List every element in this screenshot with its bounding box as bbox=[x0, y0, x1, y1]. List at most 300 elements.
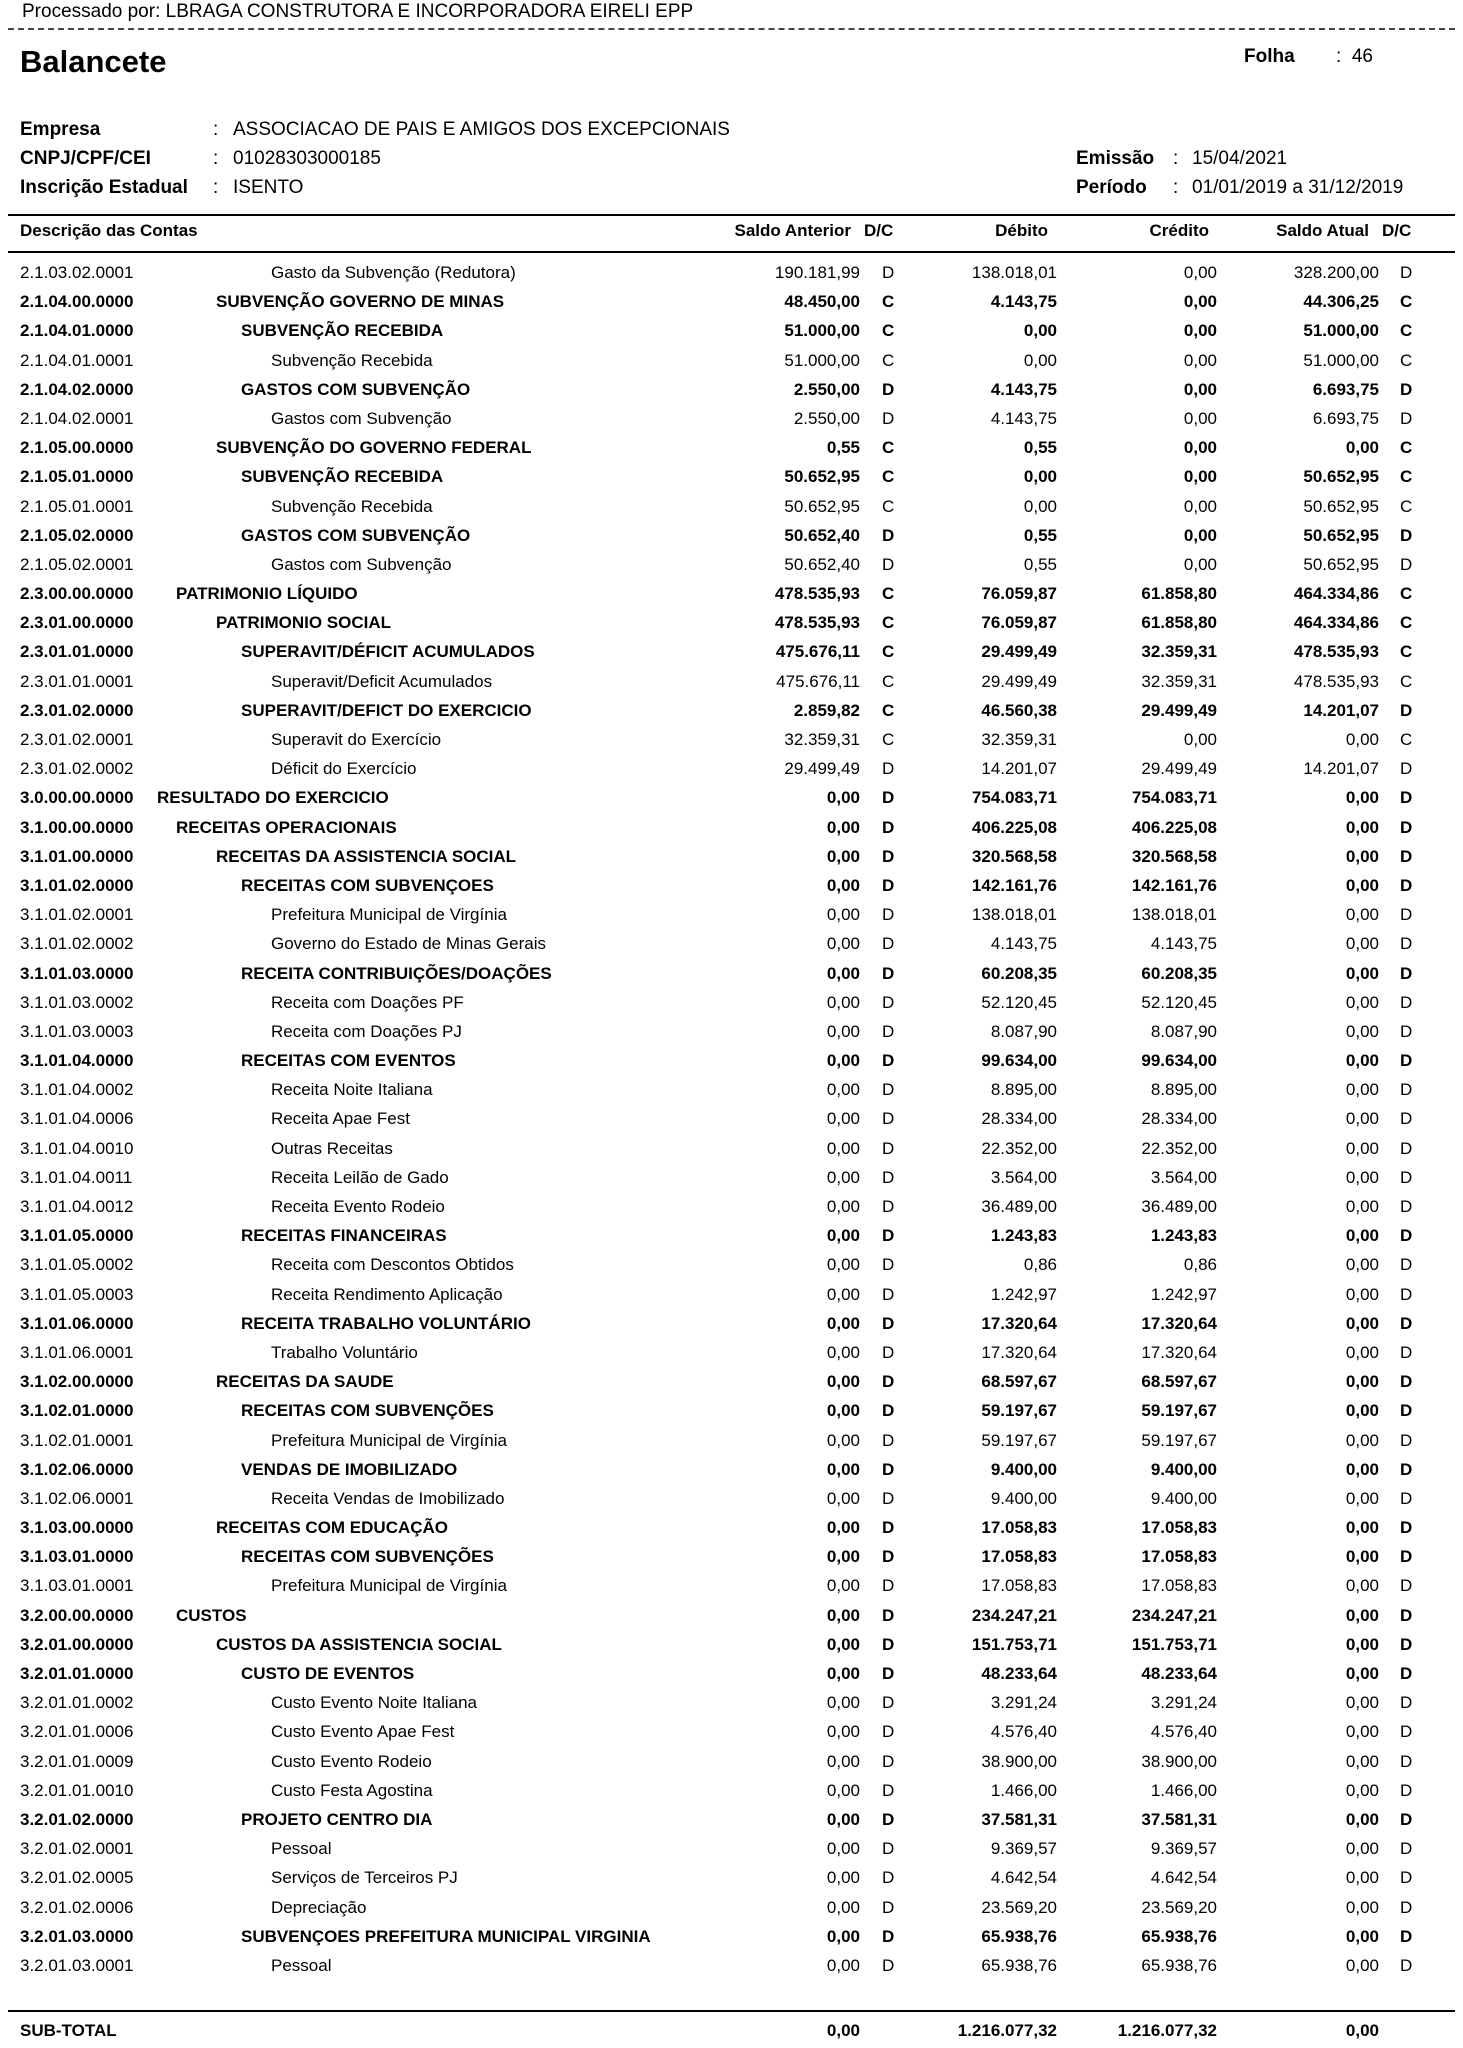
table-row bbox=[0, 1867, 1463, 1896]
dc-atual: C bbox=[1400, 496, 1413, 516]
credito: 59.197,67 bbox=[1141, 1401, 1217, 1421]
credito: 0,00 bbox=[1183, 496, 1217, 516]
subtotal-atual: 0,00 bbox=[1345, 2021, 1379, 2040]
account-description: RECEITAS COM SUBVENÇÕES bbox=[241, 1547, 494, 1567]
folha-value: : 46 bbox=[1336, 46, 1373, 67]
col-dc-2: D/C bbox=[1382, 221, 1412, 240]
dc-atual: D bbox=[1400, 1342, 1413, 1362]
account-code: 3.1.01.04.0006 bbox=[20, 1109, 134, 1129]
saldo-anterior: 0,00 bbox=[826, 905, 860, 925]
saldo-atual: 51.000,00 bbox=[1303, 350, 1379, 370]
credito: 234.247,21 bbox=[1131, 1605, 1217, 1625]
account-description: Receita com Doações PF bbox=[271, 992, 464, 1012]
table-row bbox=[0, 1517, 1463, 1546]
table-row bbox=[0, 496, 1463, 525]
dc-atual: C bbox=[1400, 584, 1413, 604]
saldo-anterior: 0,00 bbox=[826, 1926, 860, 1946]
credito: 0,00 bbox=[1183, 292, 1217, 312]
account-code: 2.1.05.02.0000 bbox=[20, 525, 134, 545]
dc-anterior: D bbox=[882, 992, 895, 1012]
account-code: 3.1.02.01.0001 bbox=[20, 1430, 134, 1450]
saldo-atual: 478.535,93 bbox=[1293, 671, 1379, 691]
credito: 8.087,90 bbox=[1150, 1021, 1217, 1041]
empresa-label: Empresa bbox=[20, 119, 101, 140]
credito: 320.568,58 bbox=[1131, 846, 1217, 866]
account-description: Governo do Estado de Minas Gerais bbox=[271, 934, 546, 954]
account-description: Custo Evento Apae Fest bbox=[271, 1722, 455, 1742]
saldo-anterior: 50.652,95 bbox=[784, 467, 860, 487]
table-row bbox=[0, 1575, 1463, 1604]
table-row bbox=[0, 1342, 1463, 1371]
table-row bbox=[0, 1371, 1463, 1400]
debito: 142.161,76 bbox=[971, 875, 1057, 895]
account-code: 3.2.01.01.0009 bbox=[20, 1751, 134, 1771]
account-code: 3.1.01.05.0003 bbox=[20, 1284, 134, 1304]
account-description: Serviços de Terceiros PJ bbox=[271, 1868, 458, 1888]
saldo-anterior: 0,00 bbox=[826, 1488, 860, 1508]
saldo-atual: 0,00 bbox=[1345, 1576, 1379, 1596]
debito: 4.576,40 bbox=[990, 1722, 1057, 1742]
saldo-anterior: 0,00 bbox=[826, 1313, 860, 1333]
saldo-atual: 0,00 bbox=[1345, 1722, 1379, 1742]
saldo-anterior: 48.450,00 bbox=[784, 292, 860, 312]
table-row bbox=[0, 612, 1463, 641]
credito: 29.499,49 bbox=[1141, 700, 1217, 720]
table-row bbox=[0, 1838, 1463, 1867]
saldo-anterior: 0,00 bbox=[826, 1897, 860, 1917]
account-description: GASTOS COM SUBVENÇÃO bbox=[241, 379, 471, 399]
dc-anterior: C bbox=[882, 321, 895, 341]
dc-anterior: D bbox=[882, 817, 895, 837]
account-code: 2.1.04.02.0001 bbox=[20, 408, 134, 428]
dc-anterior: D bbox=[882, 1809, 895, 1829]
credito: 3.564,00 bbox=[1150, 1167, 1217, 1187]
credito: 65.938,76 bbox=[1141, 1955, 1217, 1975]
account-description: Custo Evento Noite Italiana bbox=[271, 1693, 478, 1713]
debito: 28.334,00 bbox=[981, 1109, 1057, 1129]
header-rule-bottom bbox=[8, 251, 1455, 253]
account-description: PROJETO CENTRO DIA bbox=[241, 1809, 433, 1829]
dc-anterior: C bbox=[882, 438, 895, 458]
saldo-anterior: 51.000,00 bbox=[784, 350, 860, 370]
account-description: Superavit do Exercício bbox=[271, 730, 442, 749]
account-code: 2.3.01.02.0001 bbox=[20, 730, 134, 749]
table-row bbox=[0, 320, 1463, 349]
saldo-anterior: 2.859,82 bbox=[793, 700, 860, 720]
debito: 0,55 bbox=[1023, 525, 1057, 545]
dc-atual: D bbox=[1400, 759, 1413, 779]
table-row bbox=[0, 1459, 1463, 1488]
account-code: 3.2.00.00.0000 bbox=[20, 1605, 134, 1625]
account-code: 3.1.01.06.0000 bbox=[20, 1313, 134, 1333]
credito: 0,00 bbox=[1183, 467, 1217, 487]
debito: 0,00 bbox=[1023, 496, 1057, 516]
debito: 17.058,83 bbox=[981, 1576, 1057, 1596]
credito: 23.569,20 bbox=[1141, 1897, 1217, 1917]
account-code: 3.2.01.02.0006 bbox=[20, 1897, 134, 1917]
saldo-anterior: 0,00 bbox=[826, 1197, 860, 1216]
table-row bbox=[0, 554, 1463, 583]
credito: 151.753,71 bbox=[1131, 1634, 1217, 1654]
subtotal-credito: 1.216.077,32 bbox=[1117, 2021, 1217, 2040]
account-code: 3.2.01.02.0000 bbox=[20, 1809, 134, 1829]
dc-atual: D bbox=[1400, 1197, 1413, 1216]
saldo-atual: 50.652,95 bbox=[1303, 525, 1379, 545]
folha-label: Folha bbox=[1244, 46, 1295, 67]
saldo-atual: 464.334,86 bbox=[1293, 584, 1379, 604]
saldo-atual: 44.306,25 bbox=[1303, 292, 1379, 312]
account-description: SUPERAVIT/DEFICT DO EXERCICIO bbox=[241, 700, 532, 720]
subtotal-prev: 0,00 bbox=[826, 2021, 860, 2040]
dc-atual: D bbox=[1400, 1693, 1413, 1713]
credito: 17.058,83 bbox=[1141, 1576, 1217, 1596]
table-row bbox=[0, 904, 1463, 933]
account-description: SUBVENÇÃO GOVERNO DE MINAS bbox=[216, 292, 505, 312]
dc-anterior: D bbox=[882, 1780, 895, 1800]
credito: 754.083,71 bbox=[1131, 788, 1217, 808]
dc-anterior: D bbox=[882, 1693, 895, 1713]
credito: 61.858,80 bbox=[1141, 584, 1217, 604]
dc-anterior: D bbox=[882, 1284, 895, 1304]
account-description: Subvenção Recebida bbox=[271, 496, 433, 516]
dc-anterior: C bbox=[882, 350, 895, 370]
account-code: 3.1.01.05.0002 bbox=[20, 1255, 134, 1275]
saldo-atual: 0,00 bbox=[1345, 1547, 1379, 1567]
debito: 36.489,00 bbox=[981, 1197, 1057, 1216]
credito: 17.058,83 bbox=[1141, 1547, 1217, 1567]
saldo-atual: 0,00 bbox=[1345, 846, 1379, 866]
debito: 320.568,58 bbox=[971, 846, 1057, 866]
account-code: 3.1.01.04.0010 bbox=[20, 1138, 134, 1158]
dc-anterior: D bbox=[882, 1634, 895, 1654]
dc-anterior: D bbox=[882, 1459, 895, 1479]
debito: 8.087,90 bbox=[990, 1021, 1057, 1041]
debito: 4.143,75 bbox=[990, 292, 1057, 312]
account-description: Gastos com Subvenção bbox=[271, 408, 452, 428]
debito: 9.400,00 bbox=[990, 1459, 1057, 1479]
credito: 406.225,08 bbox=[1131, 817, 1217, 837]
account-description: Prefeitura Municipal de Virgínia bbox=[271, 1576, 507, 1596]
dc-atual: D bbox=[1400, 905, 1413, 925]
dc-atual: D bbox=[1400, 700, 1413, 720]
inscricao-value: ISENTO bbox=[233, 177, 304, 198]
inscricao-colon: : bbox=[213, 177, 219, 198]
account-code: 2.3.01.02.0000 bbox=[20, 700, 134, 720]
table-row bbox=[0, 1430, 1463, 1459]
table-row bbox=[0, 1751, 1463, 1780]
account-code: 2.1.04.01.0001 bbox=[20, 350, 134, 370]
account-code: 3.2.01.01.0000 bbox=[20, 1664, 134, 1683]
credito: 142.161,76 bbox=[1131, 875, 1217, 895]
saldo-anterior: 0,00 bbox=[826, 1868, 860, 1888]
dc-anterior: D bbox=[882, 1401, 895, 1421]
account-code: 3.2.01.02.0001 bbox=[20, 1839, 134, 1859]
dc-atual: D bbox=[1400, 1809, 1413, 1829]
periodo-value: 01/01/2019 a 31/12/2019 bbox=[1192, 177, 1404, 198]
credito: 9.400,00 bbox=[1150, 1488, 1217, 1508]
credito: 37.581,31 bbox=[1141, 1809, 1217, 1829]
debito: 4.143,75 bbox=[990, 408, 1057, 428]
account-code: 2.1.03.02.0001 bbox=[20, 263, 134, 282]
saldo-anterior: 0,00 bbox=[826, 1722, 860, 1742]
table-row bbox=[0, 466, 1463, 495]
dc-anterior: D bbox=[882, 1488, 895, 1508]
col-dc-1: D/C bbox=[864, 221, 894, 240]
table-row bbox=[0, 350, 1463, 379]
dc-anterior: D bbox=[882, 934, 895, 954]
account-code: 3.1.02.00.0000 bbox=[20, 1372, 134, 1392]
account-code: 3.1.01.03.0003 bbox=[20, 1021, 134, 1041]
saldo-atual: 14.201,07 bbox=[1303, 759, 1379, 779]
credito: 4.576,40 bbox=[1150, 1722, 1217, 1742]
table-row bbox=[0, 1721, 1463, 1750]
dc-atual: D bbox=[1400, 1051, 1413, 1071]
saldo-atual: 50.652,95 bbox=[1303, 554, 1379, 574]
dc-atual: D bbox=[1400, 263, 1413, 282]
saldo-atual: 0,00 bbox=[1345, 1751, 1379, 1771]
saldo-anterior: 50.652,40 bbox=[784, 554, 860, 574]
table-row bbox=[0, 1225, 1463, 1254]
credito: 4.143,75 bbox=[1150, 934, 1217, 954]
debito: 23.569,20 bbox=[981, 1897, 1057, 1917]
account-description: Prefeitura Municipal de Virgínia bbox=[271, 905, 507, 925]
account-description: RECEITAS COM SUBVENÇOES bbox=[241, 875, 494, 895]
table-row bbox=[0, 1546, 1463, 1575]
credito: 0,00 bbox=[1183, 321, 1217, 341]
table-row bbox=[0, 262, 1463, 291]
saldo-atual: 0,00 bbox=[1345, 1313, 1379, 1333]
table-row bbox=[0, 729, 1463, 758]
saldo-atual: 0,00 bbox=[1345, 1488, 1379, 1508]
account-description: RECEITAS COM SUBVENÇÕES bbox=[241, 1401, 494, 1421]
dc-atual: C bbox=[1400, 730, 1413, 749]
emissao-value: 15/04/2021 bbox=[1192, 148, 1288, 169]
saldo-anterior: 0,00 bbox=[826, 1226, 860, 1246]
dc-anterior: C bbox=[882, 584, 895, 604]
credito: 4.642,54 bbox=[1150, 1868, 1217, 1888]
saldo-atual: 0,00 bbox=[1345, 1255, 1379, 1275]
account-description: Receita Vendas de Imobilizado bbox=[271, 1488, 505, 1508]
dc-anterior: D bbox=[882, 1897, 895, 1917]
table-row bbox=[0, 700, 1463, 729]
table-row bbox=[0, 992, 1463, 1021]
dc-anterior: D bbox=[882, 846, 895, 866]
table-row bbox=[0, 1692, 1463, 1721]
header-rule-top bbox=[8, 214, 1455, 216]
table-row bbox=[0, 1926, 1463, 1955]
dc-anterior: D bbox=[882, 1167, 895, 1187]
debito: 68.597,67 bbox=[981, 1372, 1057, 1392]
saldo-atual: 0,00 bbox=[1345, 1926, 1379, 1946]
account-description: RECEITAS FINANCEIRAS bbox=[241, 1226, 447, 1246]
account-description: Receita Rendimento Aplicação bbox=[271, 1284, 503, 1304]
saldo-atual: 0,00 bbox=[1345, 1109, 1379, 1129]
table-row bbox=[0, 291, 1463, 320]
debito: 406.225,08 bbox=[971, 817, 1057, 837]
col-saldo-atual: Saldo Atual bbox=[1276, 221, 1369, 240]
credito: 0,00 bbox=[1183, 730, 1217, 749]
table-row bbox=[0, 1313, 1463, 1342]
account-code: 3.1.00.00.0000 bbox=[20, 817, 134, 837]
processed-by: Processado por: LBRAGA CONSTRUTORA E INCORPORADORA EIRELI EPP bbox=[22, 1, 694, 22]
saldo-atual: 0,00 bbox=[1345, 1401, 1379, 1421]
credito: 1.466,00 bbox=[1150, 1780, 1217, 1800]
dc-atual: D bbox=[1400, 1751, 1413, 1771]
debito: 29.499,49 bbox=[981, 642, 1057, 662]
periodo-label: Período bbox=[1076, 177, 1147, 198]
dc-anterior: D bbox=[882, 1051, 895, 1071]
saldo-anterior: 50.652,95 bbox=[784, 496, 860, 516]
dc-anterior: D bbox=[882, 759, 895, 779]
account-code: 3.1.01.00.0000 bbox=[20, 846, 134, 866]
dc-atual: D bbox=[1400, 1109, 1413, 1129]
saldo-atual: 0,00 bbox=[1345, 1021, 1379, 1041]
table-row bbox=[0, 963, 1463, 992]
credito: 68.597,67 bbox=[1141, 1372, 1217, 1392]
dc-atual: C bbox=[1400, 467, 1413, 487]
dc-atual: D bbox=[1400, 817, 1413, 837]
account-description: Gastos com Subvenção bbox=[271, 554, 452, 574]
dc-anterior: C bbox=[882, 642, 895, 662]
cnpj-value: 01028303000185 bbox=[233, 148, 381, 169]
saldo-anterior: 0,00 bbox=[826, 1109, 860, 1129]
debito: 1.466,00 bbox=[990, 1780, 1057, 1800]
debito: 1.243,83 bbox=[990, 1226, 1057, 1246]
debito: 29.499,49 bbox=[981, 671, 1057, 691]
debito: 76.059,87 bbox=[981, 613, 1057, 633]
dc-atual: D bbox=[1400, 1664, 1413, 1683]
dc-anterior: C bbox=[882, 292, 895, 312]
credito: 32.359,31 bbox=[1141, 642, 1217, 662]
table-row bbox=[0, 1488, 1463, 1517]
dc-anterior: C bbox=[882, 613, 895, 633]
table-row bbox=[0, 875, 1463, 904]
emissao-label: Emissão bbox=[1076, 148, 1155, 169]
debito: 65.938,76 bbox=[981, 1955, 1057, 1975]
account-description: Depreciação bbox=[271, 1897, 367, 1917]
saldo-atual: 0,00 bbox=[1345, 963, 1379, 983]
account-code: 3.1.01.04.0012 bbox=[20, 1197, 134, 1216]
dc-atual: D bbox=[1400, 1839, 1413, 1859]
saldo-atual: 478.535,93 bbox=[1293, 642, 1379, 662]
table-row bbox=[0, 933, 1463, 962]
debito: 4.143,75 bbox=[990, 934, 1057, 954]
emissao-colon: : bbox=[1173, 148, 1179, 169]
account-description: Receita Evento Rodeio bbox=[271, 1197, 445, 1216]
table-row bbox=[0, 1634, 1463, 1663]
dc-anterior: D bbox=[882, 1255, 895, 1275]
account-code: 2.1.05.01.0001 bbox=[20, 496, 134, 516]
dc-anterior: D bbox=[882, 1605, 895, 1625]
saldo-anterior: 0,00 bbox=[826, 1372, 860, 1392]
dc-atual: D bbox=[1400, 379, 1413, 399]
credito: 61.858,80 bbox=[1141, 613, 1217, 633]
account-code: 3.2.01.03.0000 bbox=[20, 1926, 134, 1946]
credito: 0,00 bbox=[1183, 408, 1217, 428]
account-description: PATRIMONIO LÍQUIDO bbox=[176, 584, 358, 604]
table-row bbox=[0, 1138, 1463, 1167]
subtotal-debito: 1.216.077,32 bbox=[957, 2021, 1057, 2040]
credito: 0,00 bbox=[1183, 525, 1217, 545]
credito: 3.291,24 bbox=[1150, 1693, 1217, 1713]
saldo-anterior: 0,00 bbox=[826, 1284, 860, 1304]
dc-atual: D bbox=[1400, 1576, 1413, 1596]
account-description: Prefeitura Municipal de Virgínia bbox=[271, 1430, 507, 1450]
debito: 52.120,45 bbox=[981, 992, 1057, 1012]
debito: 8.895,00 bbox=[990, 1080, 1057, 1100]
periodo-colon: : bbox=[1173, 177, 1179, 198]
account-code: 3.1.02.06.0000 bbox=[20, 1459, 134, 1479]
credito: 138.018,01 bbox=[1131, 905, 1217, 925]
saldo-anterior: 2.550,00 bbox=[793, 379, 860, 399]
saldo-atual: 14.201,07 bbox=[1303, 700, 1379, 720]
credito: 0,00 bbox=[1183, 263, 1217, 282]
debito: 0,86 bbox=[1023, 1255, 1057, 1275]
account-description: Pessoal bbox=[271, 1839, 332, 1859]
account-code: 3.1.01.03.0002 bbox=[20, 992, 134, 1012]
account-description: CUSTOS bbox=[176, 1605, 247, 1625]
dc-atual: C bbox=[1400, 438, 1413, 458]
account-description: Receita Noite Italiana bbox=[271, 1080, 433, 1100]
account-description: SUBVENÇÃO RECEBIDA bbox=[241, 467, 444, 487]
dc-anterior: D bbox=[882, 1926, 895, 1946]
account-code: 3.1.03.01.0001 bbox=[20, 1576, 134, 1596]
saldo-atual: 6.693,75 bbox=[1312, 408, 1379, 428]
credito: 52.120,45 bbox=[1141, 992, 1217, 1012]
debito: 3.291,24 bbox=[990, 1693, 1057, 1713]
account-code: 2.3.01.02.0002 bbox=[20, 759, 134, 779]
dc-anterior: D bbox=[882, 554, 895, 574]
dc-anterior: D bbox=[882, 1518, 895, 1538]
dc-atual: D bbox=[1400, 554, 1413, 574]
account-code: 3.1.01.02.0002 bbox=[20, 934, 134, 954]
account-code: 2.3.01.00.0000 bbox=[20, 613, 134, 633]
credito: 17.320,64 bbox=[1141, 1313, 1217, 1333]
saldo-atual: 328.200,00 bbox=[1293, 263, 1379, 282]
table-row bbox=[0, 787, 1463, 816]
saldo-atual: 0,00 bbox=[1345, 1897, 1379, 1917]
debito: 138.018,01 bbox=[971, 263, 1057, 282]
col-debito: Débito bbox=[995, 221, 1048, 240]
saldo-atual: 0,00 bbox=[1345, 1138, 1379, 1158]
debito: 32.359,31 bbox=[981, 730, 1057, 749]
saldo-anterior: 0,00 bbox=[826, 1634, 860, 1654]
credito: 8.895,00 bbox=[1150, 1080, 1217, 1100]
saldo-anterior: 29.499,49 bbox=[784, 759, 860, 779]
saldo-anterior: 0,00 bbox=[826, 1051, 860, 1071]
account-code: 3.1.01.03.0000 bbox=[20, 963, 134, 983]
account-description: Receita com Doações PJ bbox=[271, 1021, 462, 1041]
dc-atual: D bbox=[1400, 1372, 1413, 1392]
saldo-atual: 0,00 bbox=[1345, 1167, 1379, 1187]
page-title: Balancete bbox=[20, 44, 167, 79]
dc-atual: D bbox=[1400, 1518, 1413, 1538]
table-row bbox=[0, 641, 1463, 670]
saldo-atual: 50.652,95 bbox=[1303, 496, 1379, 516]
account-description: RECEITAS OPERACIONAIS bbox=[176, 817, 397, 837]
dc-anterior: D bbox=[882, 379, 895, 399]
account-code: 3.1.03.00.0000 bbox=[20, 1518, 134, 1538]
credito: 0,00 bbox=[1183, 379, 1217, 399]
dc-anterior: D bbox=[882, 1080, 895, 1100]
account-description: Trabalho Voluntário bbox=[271, 1342, 418, 1362]
saldo-anterior: 0,00 bbox=[826, 1576, 860, 1596]
dc-atual: D bbox=[1400, 875, 1413, 895]
dc-anterior: D bbox=[882, 875, 895, 895]
debito: 9.400,00 bbox=[990, 1488, 1057, 1508]
credito: 17.058,83 bbox=[1141, 1518, 1217, 1538]
table-row bbox=[0, 817, 1463, 846]
